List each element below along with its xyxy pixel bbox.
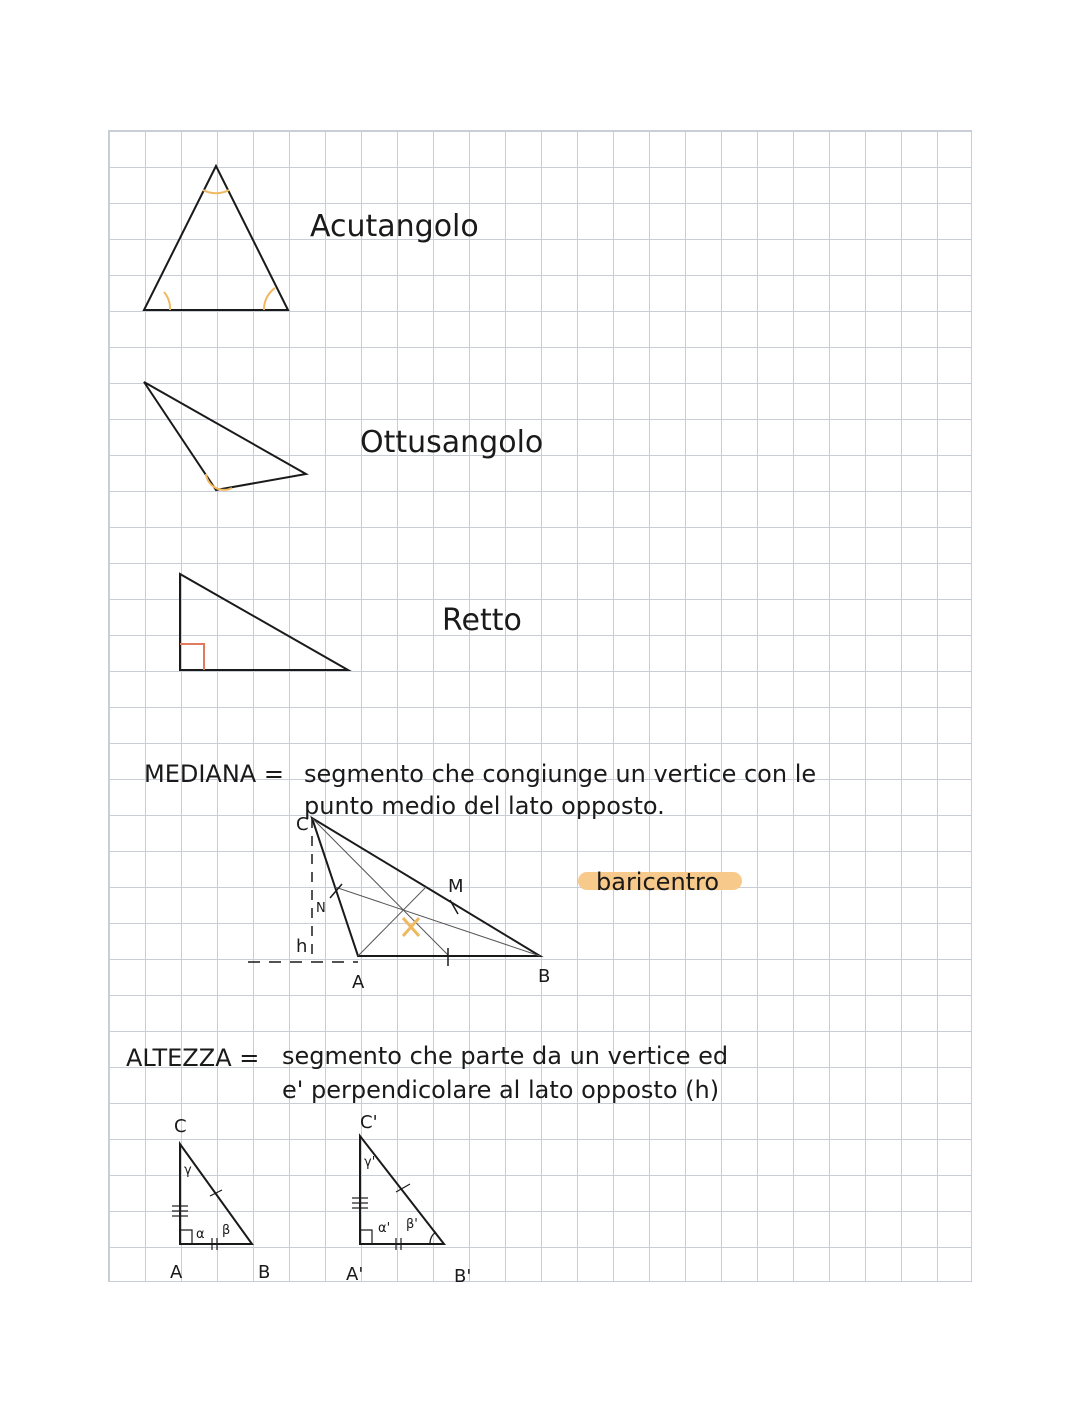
mediana-point-n: N — [316, 901, 326, 916]
mediana-figure — [248, 818, 540, 966]
tri1-vertex-c: C — [174, 1116, 187, 1137]
tri2-beta: β' — [406, 1217, 418, 1232]
altezza-definition-line1: segmento che parte da un vertice ed — [282, 1042, 729, 1070]
mediana-definition-line1: segmento che congiunge un vertice con le — [304, 760, 817, 788]
tri2-gamma: γ' — [364, 1155, 376, 1170]
altezza-term: ALTEZZA = — [126, 1044, 260, 1072]
tri1-alpha: α — [196, 1227, 205, 1242]
tri1-gamma: γ — [184, 1163, 192, 1178]
altezza-triangle-2 — [352, 1136, 444, 1250]
acute-label: Acutangolo — [310, 209, 479, 244]
mediana-definition-line2: punto medio del lato opposto. — [304, 792, 665, 820]
tri1-vertex-b: B — [258, 1262, 271, 1283]
tri1-vertex-a: A — [170, 1262, 183, 1283]
tri1-beta: β — [222, 1223, 231, 1238]
mediana-vertex-c: C — [296, 814, 309, 835]
mediana-height-label: h — [296, 936, 308, 957]
tri2-vertex-b: B' — [454, 1266, 472, 1287]
obtuse-label: Ottusangolo — [360, 425, 544, 460]
acute-triangle — [144, 166, 288, 310]
tri2-vertex-a: A' — [346, 1264, 364, 1285]
mediana-vertex-b: B — [538, 966, 551, 987]
right-label: Retto — [442, 603, 522, 638]
mediana-point-m: M — [448, 876, 464, 897]
tri2-vertex-c: C' — [360, 1112, 378, 1133]
baricentro-label: baricentro — [596, 868, 720, 896]
altezza-triangle-1 — [172, 1144, 252, 1250]
right-triangle — [180, 574, 348, 670]
mediana-term: MEDIANA = — [144, 760, 284, 788]
tri2-alpha: α' — [378, 1221, 391, 1236]
altezza-definition-line2: e' perpendicolare al lato opposto (h) — [282, 1076, 720, 1104]
mediana-vertex-a: A — [352, 972, 365, 993]
obtuse-triangle — [144, 382, 306, 490]
